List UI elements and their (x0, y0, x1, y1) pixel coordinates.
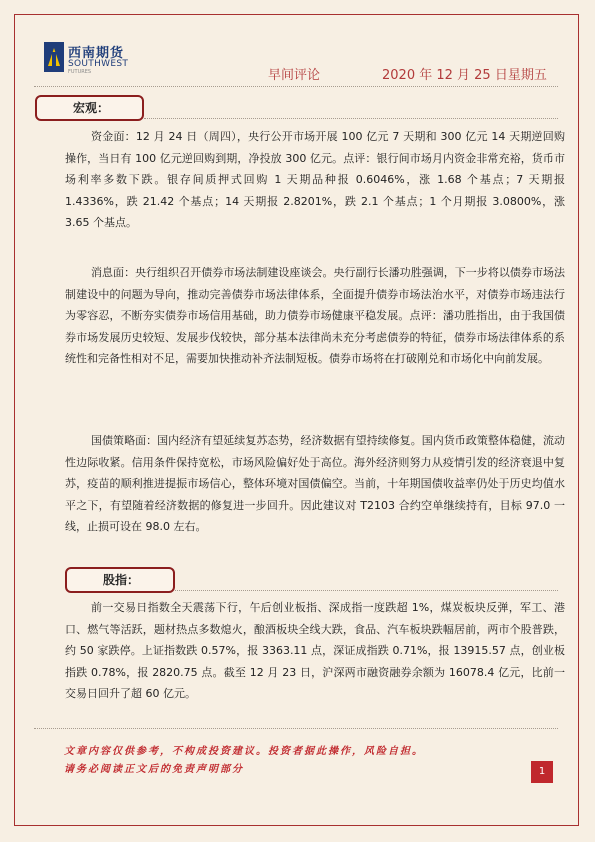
section-tab-stock-index (65, 567, 175, 593)
report-date: 2020 年 12 月 25 日星期五 (382, 68, 547, 83)
section-divider-stock-index (175, 590, 558, 591)
section-tab-macro (35, 95, 144, 121)
company-logo (44, 42, 136, 76)
macro-paragraph-strategy: 国债策略面：国内经济有望延续复苏态势，经济数据有望持续修复。国内货币政策整体稳健，流动性边际收紧。信用条件保持宽松，市场风险偏好处于高位。海外经济则努力从疫情引发的经济衰退中复苏，疫苗的顺利推进提振市场信心，整体环境对国债偏空。当前，十年期国债收益率仍处于历史均值水平之下，有望随着经济数据的修复进一步回升。因此建议对 T2103 合约空单继续持有，目标 97.0 一线，止损可设在 98.0 左右。 (65, 434, 565, 533)
macro-paragraph-news: 消息面：央行组织召开债券市场法制建设座谈会。央行副行长潘功胜强调，下一步将以债券市场法制建设中的问题为导向，推动完善债券市场法律体系，全面提升债券市场法治水平，对债券市场违法行为零容忍，不断夯实债券市场信用基础，助力债券市场健康平稳发展。点评：潘功胜指出，由于我国债券市场发展历史较短、发展步伐较快，部分基本法律尚未充分考虑债券的特征，债券市场法律体系的系统性和完备性相对不足，需要加快推动补齐法制短板。债券市场将在打破刚兑和市场化中向前发展。 (65, 266, 565, 365)
stock-index-paragraph: 前一交易日指数全天震荡下行，午后创业板指、深成指一度跌超 1%，煤炭板块反弹，军工、港口、燃气等活跃，题材热点多数熄火，酿酒板块全线大跌，食品、汽车板块跌幅居前，两市个股普跌，约 50 家跌停。上证指数跌 0.57%，报 3363.11 点，深证成指跌 0.71%，报 13915.57 点，创业板指跌 0.78%，报 2820.75 点。截至 12 月 23 日，沪深两市融资融券余额为 16078.4 亿元，比前一交易日回升了超 60 亿元。 (65, 601, 565, 700)
section-label-stock-index: 股指： (103, 573, 140, 587)
macro-paragraph-funding: 资金面：12 月 24 日（周四），央行公开市场开展 100 亿元 7 天期和 300 亿元 14 天期逆回购操作，当日有 100 亿元逆回购到期，净投放 300 亿元。点评：银行间市场月内资金非常充裕，货币市场利率多数下跌。银存间质押式回购 1 天期品种报 0.6046%，涨 1.68 个基点；7 天期报 1.4336%，跌 21.42 个基点；14 天期报 2.8201%，跌 2.1 个基点；1 个月期报 3.0800%，涨 3.65 个基点。 (65, 130, 565, 229)
page-number-badge: 1 (531, 761, 553, 783)
section-divider-macro (144, 118, 558, 119)
disclaimer-line-1: 文章内容仅供参考，不构成投资建议。投资者据此操作，风险自担。 (64, 746, 424, 757)
disclaimer-line-2: 请务必阅读正文后的免责声明部分 (64, 764, 244, 775)
header-divider (34, 86, 558, 87)
logo-name-cn: 西南期货 (68, 46, 125, 61)
logo-name-en: SOUTHWEST (68, 59, 129, 69)
report-title: 早间评论 (268, 68, 321, 83)
logo-mark-icon (44, 42, 64, 72)
section-label-macro: 宏观： (73, 101, 110, 115)
footer-divider (34, 728, 558, 729)
logo-name-en-sub: FUTURES (68, 69, 92, 75)
